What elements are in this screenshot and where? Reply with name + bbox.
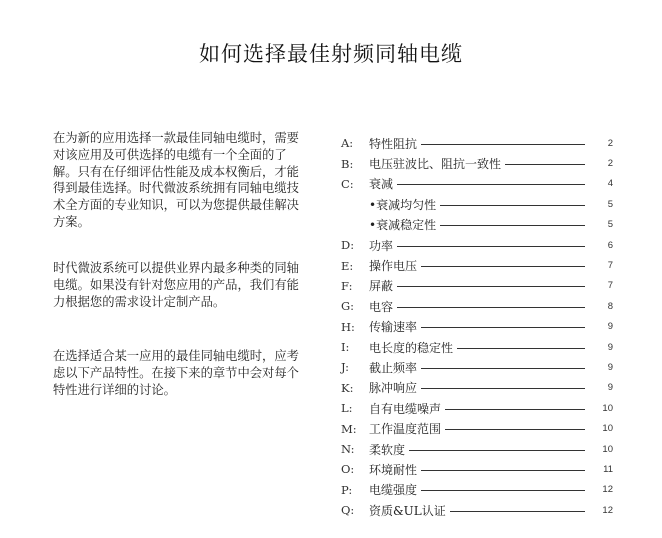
toc-page-number: 7 (607, 280, 613, 292)
toc-label: 传输速率 (369, 320, 418, 335)
toc-leader-line (397, 184, 585, 185)
toc-letter: O: (341, 462, 355, 477)
toc-item[interactable] (341, 276, 613, 296)
toc-label: 电容 (369, 299, 394, 314)
toc-item[interactable] (341, 153, 613, 173)
toc-page-number: 5 (607, 219, 613, 231)
toc-item[interactable] (341, 235, 613, 255)
toc-item[interactable] (341, 255, 613, 275)
toc-letter: F: (341, 278, 353, 293)
toc-label: •衰减稳定性 (369, 218, 437, 233)
toc-page-number: 12 (602, 504, 613, 516)
toc-label: •衰减均匀性 (369, 197, 437, 212)
toc-leader-line (397, 286, 585, 287)
toc-label: 资质&UL认证 (369, 503, 446, 518)
toc-item[interactable] (341, 439, 613, 459)
toc-label: 功率 (369, 238, 394, 253)
toc-page-number: 9 (607, 382, 613, 394)
toc-letter: P: (341, 482, 353, 497)
toc-label: 工作温度范围 (369, 422, 442, 437)
toc-page-number: 9 (607, 341, 613, 353)
toc-page-number: 7 (607, 260, 613, 272)
toc-subitem[interactable] (341, 215, 613, 235)
toc-leader-line (440, 225, 585, 226)
toc-label: 特性阻抗 (369, 136, 418, 151)
toc-leader-line (450, 511, 585, 512)
toc-label: 屏蔽 (369, 279, 394, 294)
toc-label: 衰减 (369, 177, 394, 192)
toc-item[interactable] (341, 459, 613, 479)
toc-leader-line (457, 348, 585, 349)
toc-page-number: 5 (607, 198, 613, 210)
toc-item[interactable] (341, 357, 613, 377)
toc-leader-line (409, 450, 585, 451)
toc-page-number: 10 (602, 423, 613, 435)
toc-item[interactable] (341, 174, 613, 194)
toc-item[interactable] (341, 418, 613, 438)
toc-leader-line (397, 307, 585, 308)
toc-leader-line (421, 490, 585, 491)
toc-label: 柔软度 (369, 442, 406, 457)
toc-item[interactable] (341, 337, 613, 357)
toc-letter: E: (341, 258, 354, 273)
toc-letter: Q: (341, 503, 355, 518)
toc-letter: H: (341, 319, 355, 334)
intro-paragraph-1: 在为新的应用选择一款最佳同轴电缆时，需要对该应用及可供选择的电缆有一个全面的了解。只有在仔细评估性能及成本权衡后，才能得到最佳选择。时代微波系统拥有同轴电缆技术全方面的专业知识，可以为您提供最佳解决方案。 (53, 131, 299, 229)
intro-paragraph-2: 时代微波系统可以提供业界内最多种类的同轴电缆。如果没有针对您应用的产品，我们有能力根据您的需求设计定制产品。 (53, 261, 299, 309)
toc-page-number: 4 (607, 178, 613, 190)
toc-label: 电压驻波比、阻抗一致性 (369, 157, 502, 172)
toc-letter: N: (341, 442, 355, 457)
toc-leader-line (445, 409, 585, 410)
toc-page-number: 2 (607, 158, 613, 170)
toc-label: 环境耐性 (369, 462, 418, 477)
toc-item[interactable] (341, 133, 613, 153)
toc-letter: C: (341, 176, 354, 191)
toc-page-number: 6 (607, 239, 613, 251)
toc-leader-line (421, 388, 585, 389)
toc-item[interactable] (341, 378, 613, 398)
toc-letter: A: (341, 136, 354, 151)
toc-leader-line (445, 429, 585, 430)
toc-leader-line (397, 246, 585, 247)
toc-letter: G: (341, 299, 355, 314)
toc-page-number: 11 (603, 463, 613, 475)
toc-label: 电长度的稳定性 (369, 340, 454, 355)
toc-label: 电缆强度 (369, 483, 418, 498)
toc-leader-line (505, 164, 585, 165)
toc-subitem[interactable] (341, 194, 613, 214)
toc-leader-line (421, 144, 585, 145)
toc-leader-line (421, 266, 585, 267)
toc-label: 截止频率 (369, 360, 418, 375)
table-of-contents (341, 133, 613, 520)
toc-leader-line (421, 470, 585, 471)
toc-letter: I: (341, 340, 350, 355)
toc-leader-line (421, 368, 585, 369)
toc-page-number: 9 (607, 361, 613, 373)
toc-page-number: 10 (602, 402, 613, 414)
toc-item[interactable] (341, 317, 613, 337)
toc-page-number: 8 (607, 300, 613, 312)
toc-label: 脉冲响应 (369, 381, 418, 396)
toc-page-number: 9 (607, 321, 613, 333)
toc-page-number: 10 (602, 443, 613, 455)
toc-item[interactable] (341, 296, 613, 316)
toc-page-number: 2 (607, 137, 613, 149)
toc-label: 自有电缆噪声 (369, 401, 442, 416)
toc-letter: K: (341, 380, 354, 395)
toc-page-number: 12 (602, 484, 613, 496)
toc-item[interactable] (341, 398, 613, 418)
page-title: 如何选择最佳射频同轴电缆 (199, 42, 463, 67)
toc-item[interactable] (341, 480, 613, 500)
toc-letter: B: (341, 156, 354, 171)
toc-letter: L: (341, 401, 353, 416)
toc-letter: M: (341, 421, 357, 436)
toc-label: 操作电压 (369, 259, 418, 274)
toc-item[interactable] (341, 500, 613, 520)
toc-letter: D: (341, 238, 355, 253)
toc-letter: J: (341, 360, 350, 375)
intro-paragraph-3: 在选择适合某一应用的最佳同轴电缆时，应考虑以下产品特性。在接下来的章节中会对每个特性进行详细的讨论。 (53, 349, 299, 397)
toc-leader-line (421, 327, 585, 328)
toc-leader-line (440, 205, 585, 206)
